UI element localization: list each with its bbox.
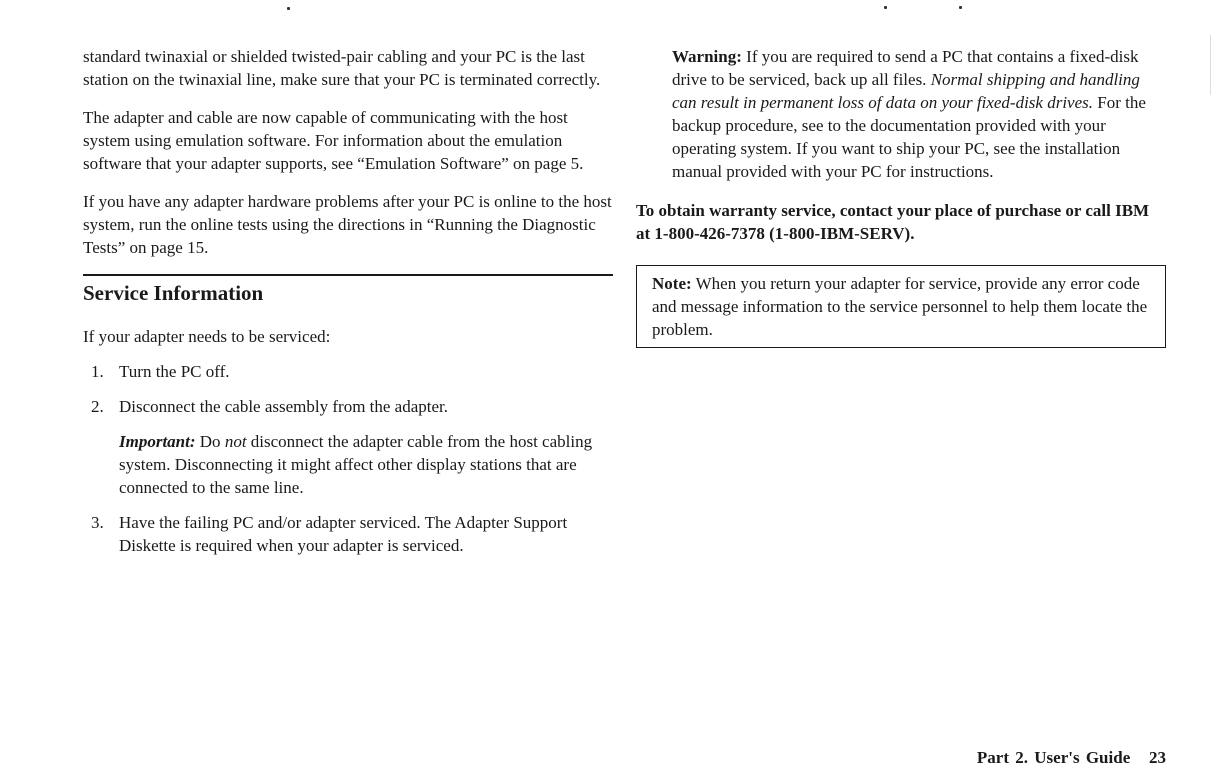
- step-text: Have the failing PC and/or adapter serviced. The Adapter Support Diskette is required when your adapter is serviced.: [119, 513, 568, 555]
- intro-paragraph: standard twinaxial or shielded twisted-pair cabling and your PC is the last station on the twinaxial line, make sure that your PC is terminated correctly.: [83, 47, 601, 89]
- hardware-problems-paragraph: If you have any adapter hardware problems after your PC is online to the host system, run the online tests using the directions in “Running the Diagnostic Tests” on page 15.: [83, 192, 612, 257]
- footer-part-title: Part 2. User's Guide: [976, 748, 1131, 767]
- section-title: Service Information: [83, 281, 264, 305]
- right-column: [636, 45, 1166, 348]
- service-intro: If your adapter needs to be serviced:: [83, 327, 331, 346]
- emulation-paragraph: The adapter and cable are now capable of communicating with the host system using emulation software. For information about the emulation software that your adapter supports, see “Emulation Software” on page 5.: [83, 108, 584, 173]
- scan-speck: [287, 7, 290, 10]
- important-emphasis: not: [224, 432, 247, 451]
- scan-speck: [959, 6, 962, 9]
- step-number: 1.: [91, 362, 104, 381]
- note-text: When you return your adapter for service, provide any error code and message information to the service personnel to help them locate the problem.: [652, 274, 1148, 339]
- list-item: [83, 395, 613, 499]
- warranty-statement: To obtain warranty service, contact your place of purchase or call IBM at 1-800-426-7378 (1-800-IBM-SERV).: [636, 201, 1150, 243]
- page-footer: [977, 746, 1166, 769]
- warning-block: [672, 45, 1166, 183]
- important-text: disconnect the adapter cable from the host cabling system. Disconnecting it might affect other display stations that are connected to the same line.: [119, 432, 593, 497]
- list-item: [83, 360, 613, 383]
- warning-italic: Normal shipping and handling can result in permanent loss of data on your fixed-disk drives.: [672, 70, 1140, 112]
- left-column: [83, 45, 613, 569]
- step-text: Turn the PC off.: [119, 362, 230, 381]
- step-number: 3.: [91, 513, 104, 532]
- important-pre: Do: [199, 432, 221, 451]
- section-rule: [83, 274, 613, 276]
- page-number: 23: [1149, 748, 1166, 767]
- step-text: Disconnect the cable assembly from the adapter.: [119, 397, 449, 416]
- scan-edge: [1210, 35, 1211, 95]
- important-label: Important:: [119, 432, 196, 451]
- list-item: [83, 511, 613, 557]
- service-steps: [83, 360, 613, 557]
- step-number: 2.: [91, 397, 104, 416]
- warning-text-continued: For the backup procedure, see to the documentation provided with your operating system. If you want to ship your PC, see the installation manual provided with your PC for instructions.: [672, 93, 1146, 181]
- warning-text: If you are required to send a PC that contains a fixed-disk drive to be serviced, back up all files.: [672, 47, 1139, 89]
- note-box: [636, 265, 1166, 348]
- important-note: [119, 430, 613, 499]
- warning-label: Warning:: [672, 47, 742, 66]
- scan-speck: [884, 6, 887, 9]
- note-label: Note:: [652, 274, 692, 293]
